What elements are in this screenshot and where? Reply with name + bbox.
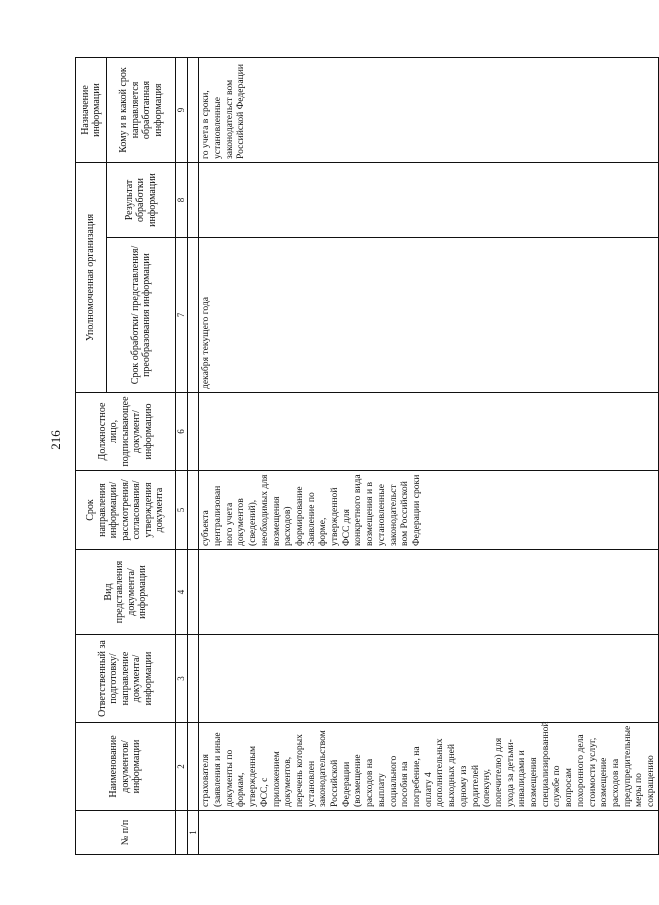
header-number: № п/п [76, 811, 176, 855]
header-purpose: Назначение информации [76, 57, 107, 162]
header-processing-deadline: Срок обработки/ представления/ преобразования информации [107, 238, 176, 393]
cell-representation-type [199, 550, 658, 635]
cell-number [199, 811, 658, 855]
header-responsible: Ответственный за подготовку/ направление документа/ информации [76, 635, 176, 723]
cell-processing-result [199, 162, 658, 237]
header-official: Должностное лицо, подписывающее документ/ информацию [76, 393, 176, 471]
cell-document-name: страхователя (заявления и иные документы по формам, утвержденным ФСС, с приложением документов, перечень которых установлен законодательством Российской Федерации (возмещение расходов на выплату социального пособия на погребение, на оплату 4 дополнительных выходных дней одному из родителей (опекуну, попечителю) для ухода за детьми-инвалидами и возмещения специализированной службе по вопросам похоронного дела стоимости услуг, возмещение расходов на предупредительные меры по сокращению [199, 723, 658, 811]
column-number-9: 9 [176, 57, 188, 162]
header-recipient: Кому и в какой срок направляется обработанная информация [107, 57, 176, 162]
cell-processing-deadline: декабря текущего года [199, 238, 658, 393]
row-number-marker: 1 [188, 811, 199, 855]
rotated-table-area [75, 58, 657, 855]
table-row [199, 57, 658, 854]
header-processing-result: Результат обработки информации [107, 162, 176, 237]
cell-responsible [199, 635, 658, 723]
document-table [75, 57, 659, 855]
header-representation-type: Вид представления документа/ информации [76, 550, 176, 635]
cell-official [199, 393, 658, 471]
column-number-7: 7 [176, 238, 188, 393]
column-number-1 [176, 811, 188, 855]
page-number: 216 [48, 430, 63, 450]
column-number-2: 2 [176, 723, 188, 811]
column-number-8: 8 [176, 162, 188, 237]
header-deadline: Срок направления информации/ рассмотрения/ согласования/ утверждения документа [76, 471, 176, 550]
cell-recipient: го учета в сроки, установленные законодательст вом Российской Федерации [199, 57, 658, 162]
column-number-5: 5 [176, 471, 188, 550]
header-authorized-organization: Уполномоченная организация [76, 162, 107, 392]
column-number-3: 3 [176, 635, 188, 723]
header-document-name: Наименование документов/ информации [76, 723, 176, 811]
cell-deadline: субъекта централизован ного учета документов (сведений), необходимых для возмещения расходов) формирование Заявление по форме, утвержденной ФСС для конкретного вида возмещения и в установленные законодательст вом Российской Федерации сроки [199, 471, 658, 550]
column-number-4: 4 [176, 550, 188, 635]
column-number-6: 6 [176, 393, 188, 471]
